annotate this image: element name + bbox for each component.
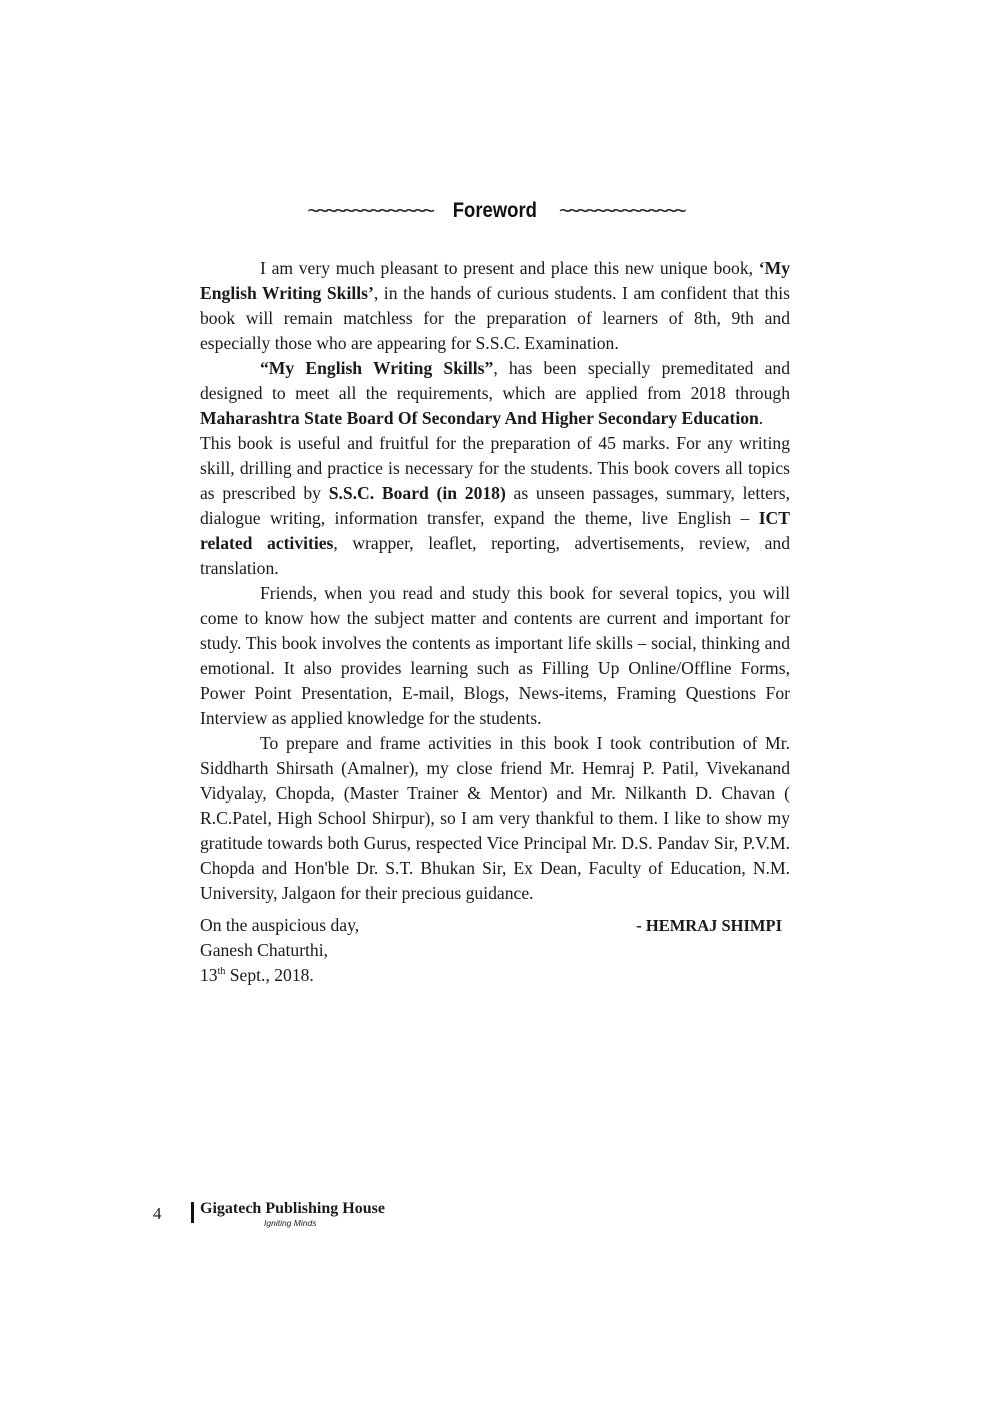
date-day: 13 <box>200 965 218 985</box>
publisher-name: Gigatech Publishing House <box>200 1200 385 1217</box>
paragraph-3-text-a: This book is useful and fruitful for the preparation of 45 marks. For any writing skill, drilling and practice is necessary for the students. This book covers all topics as prescribed by <box>200 433 790 503</box>
closing-date <box>200 963 790 988</box>
paragraph-3 <box>200 431 790 581</box>
page-title: Foreword <box>452 199 538 222</box>
paragraph-2-text-a: , has been specially premeditated and designed to meet all the requirements, which are applied from 2018 through <box>200 358 791 403</box>
paragraph-3-text-b: as unseen passages, summary, letters, dialogue writing, information transfer, expand the theme, live English – <box>200 483 791 528</box>
ssc-board-label: S.S.C. Board (in 2018) <box>328 483 506 503</box>
closing-line-2: Ganesh Chaturthi, <box>200 940 329 960</box>
book-title-quote-2: “My English Writing Skills” <box>260 358 494 378</box>
paragraph-1-text-a: I am very much pleasant to present and place this new unique book, <box>260 258 759 278</box>
paragraph-2-text-b: . <box>758 408 764 428</box>
paragraph-2 <box>200 356 790 431</box>
paragraph-1 <box>200 256 790 356</box>
board-name: Maharashtra State Board Of Secondary And Higher Secondary Education <box>200 408 759 428</box>
paragraph-5: To prepare and frame activities in this book I took contribution of Mr. Siddharth Shirsath (Amalner), my close friend Mr. Hemraj P. Patil, Vivekanand Vidyalay, Chopda, (Master Trainer & Mentor) and Mr. Nilkanth D. Chavan ( R.C.Patel, High School Shirpur), so I am very thankful to them. I like to show my gratitude towards both Gurus, respected Vice Principal Mr. D.S. Pandav Sir, P.V.M. Chopda and Hon'ble Dr. S.T. Bhukan Sir, Ex Dean, Faculty of Education, N.M. University, Jalgaon for their precious guidance. <box>200 733 790 903</box>
page-number: 4 <box>153 1204 162 1223</box>
book-title-quote: ‘My English Writing Skills’ <box>200 258 790 303</box>
closing-line-1: On the auspicious day, <box>200 915 360 935</box>
ornament-left: ~~~~~~~~~~~~~~ <box>307 198 432 223</box>
foreword-body <box>200 256 790 988</box>
author-signature: - HEMRAJ SHIMPI <box>636 916 782 935</box>
date-rest: Sept., 2018. <box>225 965 314 985</box>
ornament-right: ~~~~~~~~~~~~~~ <box>558 198 683 223</box>
date-suffix: th <box>217 966 226 978</box>
paragraph-1-text-b: , in the hands of curious students. I am confident that this book will remain matchless for the preparation of learners of 8th, 9th and especially those who are appearing for S.S.C. Examination. <box>200 283 790 353</box>
ict-activities-label: ICT related activities <box>200 508 790 553</box>
paragraph-4: Friends, when you read and study this book for several topics, you will come to know how the subject matter and contents are current and important for study. This book involves the contents as important life skills – social, thinking and emotional. It also provides learning such as Filling Up Online/Offline Forms, Power Point Presentation, E-mail, Blogs, News-items, Framing Questions For Interview as applied knowledge for the students. <box>200 583 790 728</box>
footer-divider <box>191 1202 194 1223</box>
closing-row <box>200 913 790 938</box>
paragraph-3-text-c: , wrapper, leaflet, reporting, advertisements, review, and translation. <box>200 533 790 578</box>
foreword-heading <box>200 198 790 224</box>
publisher-tagline: Igniting Minds <box>264 1218 317 1228</box>
